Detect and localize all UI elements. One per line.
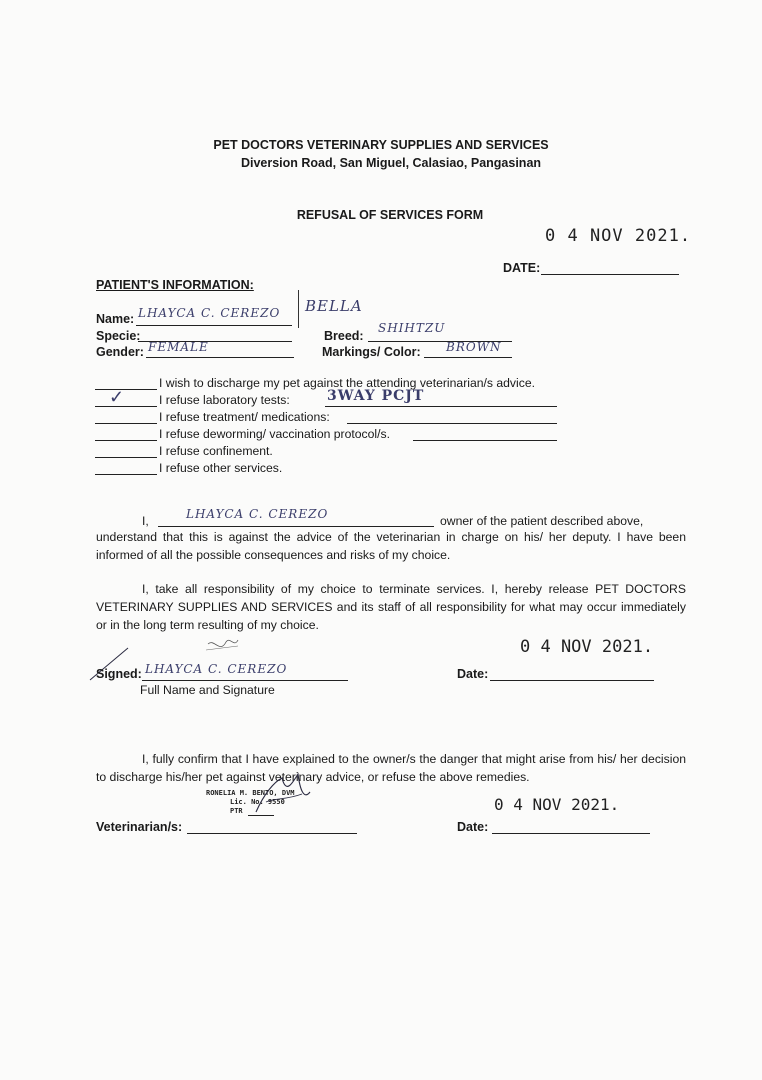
name-label: Name: — [96, 312, 135, 326]
option-fill-line — [413, 440, 557, 441]
breed-label: Breed: — [324, 329, 364, 343]
veterinarian-line — [187, 833, 357, 834]
option-row — [95, 444, 565, 460]
option-row — [95, 387, 565, 409]
signed-line — [142, 680, 348, 681]
owner-date-stamp: 0 4 NOV 2021. — [520, 637, 654, 657]
option-fill-line — [347, 423, 557, 424]
owner-statement-line — [158, 526, 434, 527]
vet-stamp-name: RONELIA M. BENTO, DVM — [206, 789, 295, 797]
option-text: I refuse other services. — [159, 461, 283, 475]
option-row — [95, 427, 565, 443]
clinic-address: Diversion Road, San Miguel, Calasiao, Pangasinan — [240, 156, 542, 170]
owner-statement-suffix: owner of the patient described above, — [440, 514, 644, 528]
vet-date-line — [492, 833, 650, 834]
signed-name-field[interactable]: LHAYCA C. CEREZO — [145, 662, 288, 676]
option-text: I refuse treatment/ medications: — [159, 410, 330, 424]
option-fill-value[interactable]: 3WAY PCJT — [327, 388, 425, 404]
markings-label: Markings/ Color: — [322, 345, 421, 359]
owner-statement-body: understand that this is against the advice of the veterinarian in charge on his/ her deputy. I have been informed of all the possible consequences and risks of my choice. — [96, 530, 686, 562]
form-title: REFUSAL OF SERVICES FORM — [296, 208, 484, 222]
option-check-line — [95, 406, 157, 407]
owner-statement-name[interactable]: LHAYCA C. CEREZO — [186, 507, 329, 521]
markings-line — [424, 357, 512, 358]
signed-label: Signed: — [96, 667, 142, 681]
option-row — [95, 410, 565, 426]
option-text: I wish to discharge my pet against the attending veterinarian/s advice. — [159, 376, 535, 390]
date-stamp: 0 4 NOV 2021. — [545, 226, 692, 246]
gender-line — [146, 357, 294, 358]
owner-statement-prefix: I, — [142, 514, 149, 528]
gender-label: Gender: — [96, 345, 144, 359]
breed-field[interactable]: SHIHTZU — [378, 321, 446, 335]
option-check-line — [95, 389, 157, 390]
option-text: I refuse confinement. — [159, 444, 273, 458]
date-line — [541, 274, 679, 275]
owner-date-line — [490, 680, 654, 681]
option-check-line — [95, 474, 157, 475]
option-check-line — [95, 457, 157, 458]
veterinarian-label: Veterinarian/s: — [96, 820, 183, 834]
vet-signature-mark — [252, 772, 316, 818]
vet-stamp-license: Lic. No. 9550 — [230, 798, 285, 806]
patient-info-heading: PATIENT'S INFORMATION: — [96, 278, 254, 292]
option-check-line — [95, 423, 157, 424]
option-fill-line — [325, 406, 557, 407]
vet-statement: I, fully confirm that I have explained to the owner/s the danger that might arise from his/ her decision to discharge his/her pet against veterinary advice, or refuse the above remedies. — [96, 752, 686, 784]
date-label: DATE: — [503, 261, 541, 275]
vet-date-label: Date: — [457, 820, 489, 834]
vet-stamp-ptr: PTR — [230, 807, 243, 815]
option-text: I refuse laboratory tests: — [159, 393, 290, 407]
option-check-line — [95, 440, 157, 441]
markings-field[interactable]: BROWN — [446, 340, 502, 354]
gender-field[interactable]: FEMALE — [148, 340, 209, 354]
name-line — [136, 325, 292, 326]
pet-name-field[interactable]: BELLA — [305, 297, 363, 315]
name-divider — [298, 290, 299, 328]
vet-date-stamp: 0 4 NOV 2021. — [494, 795, 620, 814]
owner-date-label: Date: — [457, 667, 489, 681]
clinic-name: PET DOCTORS VETERINARY SUPPLIES AND SERVICES — [213, 138, 549, 152]
signature-caption: Full Name and Signature — [140, 683, 275, 697]
option-text: I refuse deworming/ vaccination protocol/s. — [159, 427, 390, 441]
option-row — [95, 461, 565, 477]
specie-label: Specie: — [96, 329, 141, 343]
responsibility-statement: I, take all responsibility of my choice to terminate services. I, hereby release PET DOCTORS VETERINARY SUPPLIES AND SERVICES and its staff of all responsibility for what may occur immediately or in the long term resulting of my choice. — [96, 582, 686, 632]
owner-name-field[interactable]: LHAYCA C. CEREZO — [138, 306, 281, 320]
option-check-mark[interactable]: ✓ — [109, 387, 126, 408]
